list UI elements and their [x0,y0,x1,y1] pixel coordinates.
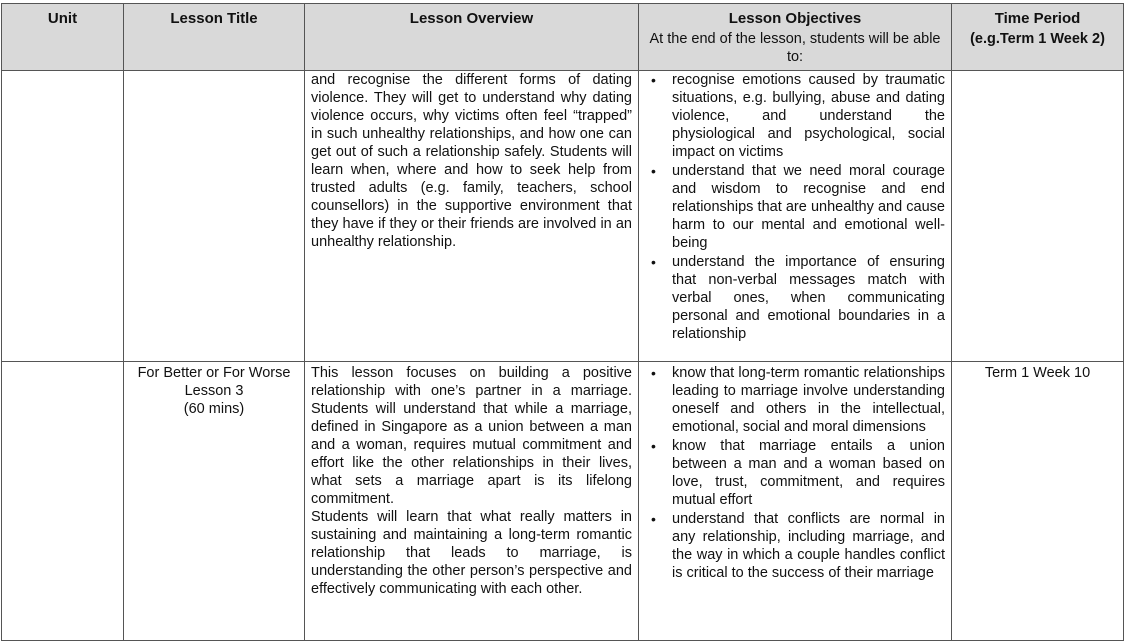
lesson-title-cell [124,362,305,641]
lesson-overview-cell [305,71,639,362]
lesson-objectives-cell [639,71,952,362]
objectives-list [645,364,945,582]
objective-item: • recognise emotions caused by traumatic situations, e.g. bullying, abuse and dating violence, and understand the physiological and psychological, social impact on victims [672,71,945,161]
objective-item: • know that long-term romantic relationships leading to marriage involve understanding oneself and others in the intellectual, emotional, social and moral dimensions [672,364,945,436]
table-row [2,71,1124,362]
overview-paragraph: and recognise the different forms of dating violence. They will get to understand why dating violence occurs, why victims often feel “trapped” in such unhealthy relationships, and how one can get out of such a relationship safely. Students will learn when, where and how to seek help from trusted adults (e.g. family, teachers, school counsellors) in the supportive environment that they have if they or their friends are involved in an unhealthy relationship. [311,72,632,250]
objectives-list [645,71,945,343]
header-time-period-label: Time Period [994,10,1081,27]
header-row [2,4,1124,71]
lesson-title-cell [124,71,305,362]
table-row [2,362,1124,641]
header-unit-label: Unit [47,10,78,27]
unit-cell [2,362,124,641]
header-lesson-title-label: Lesson Title [170,10,258,27]
objective-item: • understand the importance of ensuring that non-verbal messages match with verbal ones, when communicating personal and emotional boundaries in a relationship [672,253,945,343]
header-lesson-title [124,4,305,71]
lesson-objectives-cell [639,362,952,641]
header-lesson-objectives [639,4,952,71]
lesson-title-line: Lesson 3 [184,383,244,399]
header-time-period-subtitle: (e.g.Term 1 Week 2) [970,31,1105,47]
header-lesson-overview-label: Lesson Overview [409,10,534,27]
lesson-plan-table [1,3,1124,641]
header-lesson-overview [305,4,639,71]
lesson-overview-cell [305,362,639,641]
header-lesson-objectives-subtitle: At the end of the lesson, students will be able to: [649,31,941,65]
header-time-period [952,4,1124,71]
lesson-title-line: For Better or For Worse [137,365,291,381]
overview-paragraph: This lesson focuses on building a positive relationship with one’s partner in a marriage. Students will understand that while a marriage, defined in Singapore as a union between a man and a woman, requires mutual commitment and effort like the other relationships in their lives, what sets a marriage apart is its lifelong commitment. [311,365,632,507]
overview-paragraph: Students will learn that what really matters in sustaining and maintaining a long-term romantic relationship that leads to marriage, is understanding the other person’s perspective and effectively communicating with each other. [311,509,632,597]
time-period-cell: Term 1 Week 10 [952,362,1124,641]
header-unit [2,4,124,71]
unit-cell [2,71,124,362]
lesson-title-line: (60 mins) [183,401,245,417]
objective-item: • understand that conflicts are normal in any relationship, including marriage, and the way in which a couple handles conflict is critical to the success of their marriage [672,510,945,582]
time-period-cell [952,71,1124,362]
header-lesson-objectives-label: Lesson Objectives [728,10,862,27]
objective-item: • understand that we need moral courage and wisdom to recognise and end relationships that are unhealthy and cause harm to our mental and emotional well-being [672,162,945,252]
objective-item: • know that marriage entails a union between a man and a woman based on love, trust, commitment, and requires mutual effort [672,437,945,509]
